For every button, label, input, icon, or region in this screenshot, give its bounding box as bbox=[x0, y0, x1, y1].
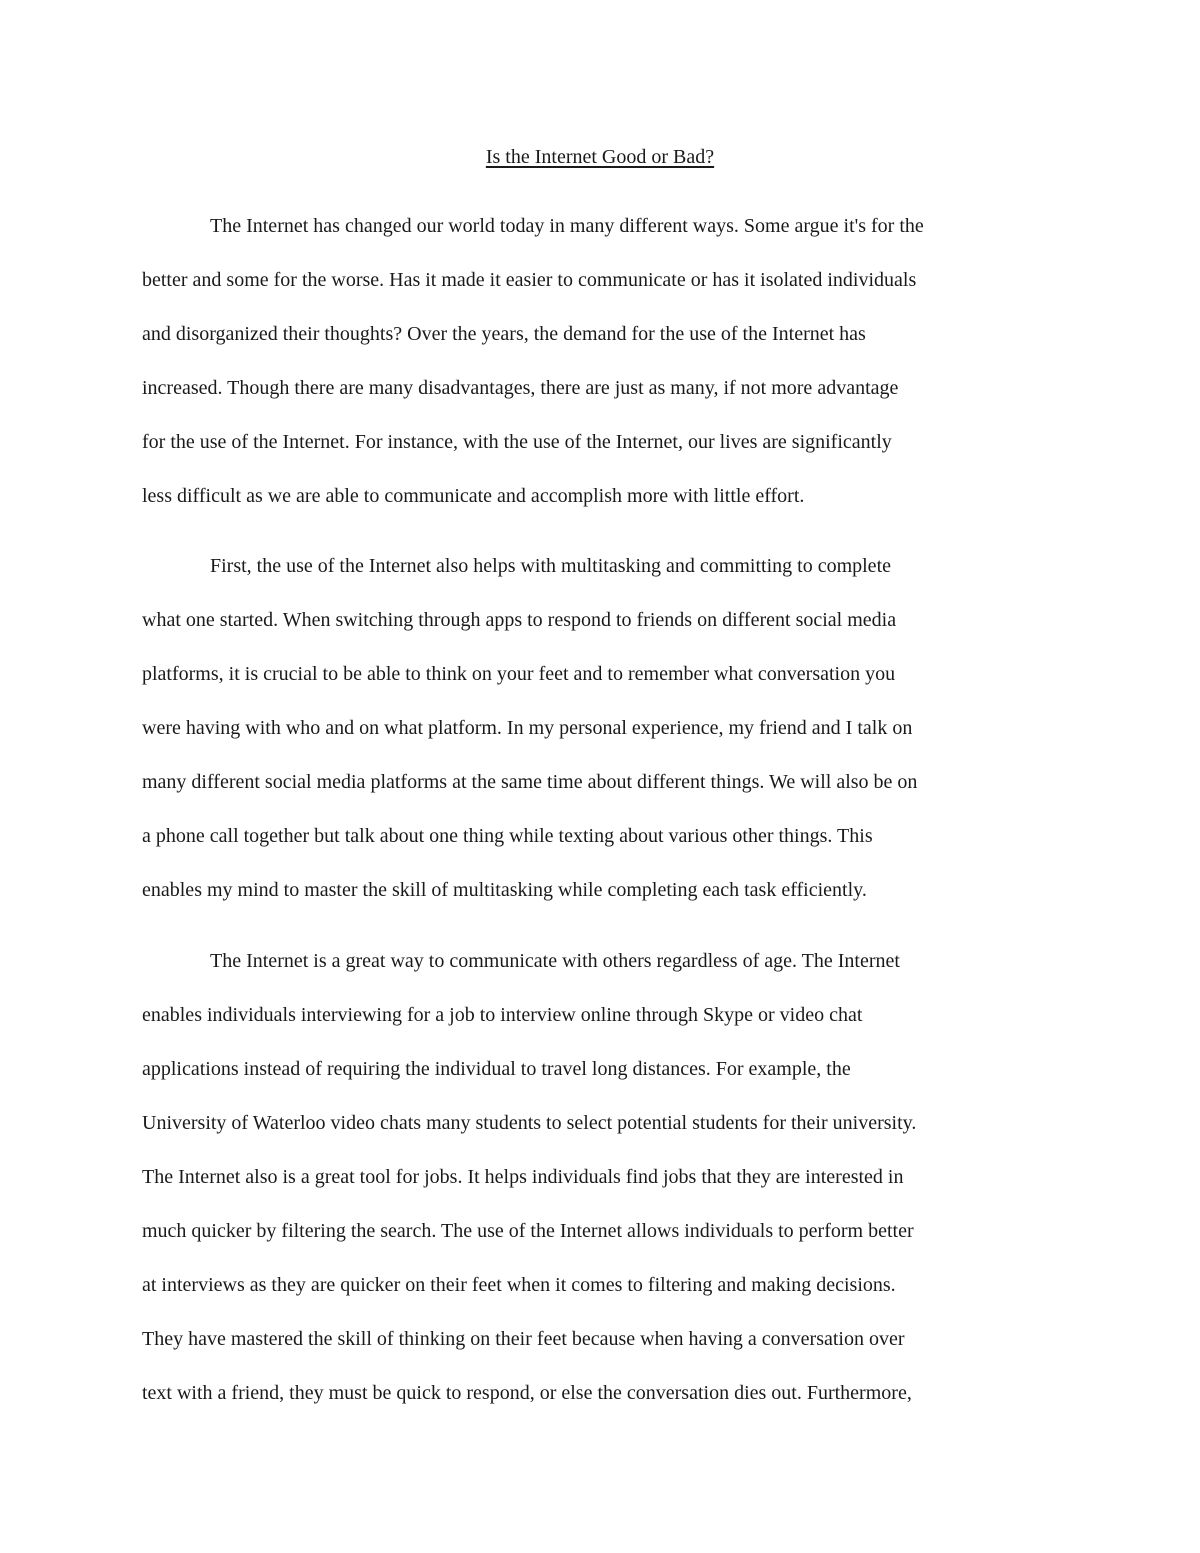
paragraph-2-line-6: a phone call together but talk about one thing while texting about various other things. This bbox=[142, 825, 873, 847]
paragraph-3-line-8: They have mastered the skill of thinking on their feet because when having a conversation over bbox=[142, 1328, 905, 1350]
paragraph-3-line-2: enables individuals interviewing for a job to interview online through Skype or video chat bbox=[142, 1004, 863, 1026]
document-title: Is the Internet Good or Bad? bbox=[485, 146, 715, 168]
paragraph-3-line-1: The Internet is a great way to communicate with others regardless of age. The Internet bbox=[210, 950, 900, 972]
paragraph-2-line-7: enables my mind to master the skill of multitasking while completing each task efficiently. bbox=[142, 879, 867, 901]
paragraph-1-line-4: increased. Though there are many disadvantages, there are just as many, if not more advantage bbox=[142, 377, 899, 399]
paragraph-2-line-2: what one started. When switching through apps to respond to friends on different social media bbox=[142, 609, 897, 631]
paragraph-2-line-1: First, the use of the Internet also helps with multitasking and committing to complete bbox=[210, 555, 891, 577]
paragraph-2-line-3: platforms, it is crucial to be able to think on your feet and to remember what conversation you bbox=[142, 663, 896, 685]
paragraph-1-line-5: for the use of the Internet. For instance, with the use of the Internet, our lives are significantly bbox=[142, 431, 892, 453]
paragraph-3-line-3: applications instead of requiring the individual to travel long distances. For example, the bbox=[142, 1058, 851, 1080]
paragraph-1-line-3: and disorganized their thoughts? Over the years, the demand for the use of the Internet has bbox=[142, 323, 866, 345]
paragraph-1-line-2: better and some for the worse. Has it made it easier to communicate or has it isolated individuals bbox=[142, 269, 917, 291]
paragraph-3-line-5: The Internet also is a great tool for jobs. It helps individuals find jobs that they are interested in bbox=[142, 1166, 904, 1188]
paragraph-3-line-9: text with a friend, they must be quick to respond, or else the conversation dies out. Furthermore, bbox=[142, 1382, 912, 1404]
paragraph-1-line-6: less difficult as we are able to communicate and accomplish more with little effort. bbox=[142, 485, 805, 507]
paragraph-2-line-4: were having with who and on what platform. In my personal experience, my friend and I talk on bbox=[142, 717, 913, 739]
paragraph-3-line-7: at interviews as they are quicker on their feet when it comes to filtering and making decisions. bbox=[142, 1274, 896, 1296]
paragraph-1-line-1: The Internet has changed our world today in many different ways. Some argue it's for the bbox=[210, 215, 924, 237]
paragraph-2-line-5: many different social media platforms at the same time about different things. We will also be on bbox=[142, 771, 918, 793]
paragraph-3-line-4: University of Waterloo video chats many students to select potential students for their university. bbox=[142, 1112, 917, 1134]
paragraph-3-line-6: much quicker by filtering the search. The use of the Internet allows individuals to perform better bbox=[142, 1220, 914, 1242]
